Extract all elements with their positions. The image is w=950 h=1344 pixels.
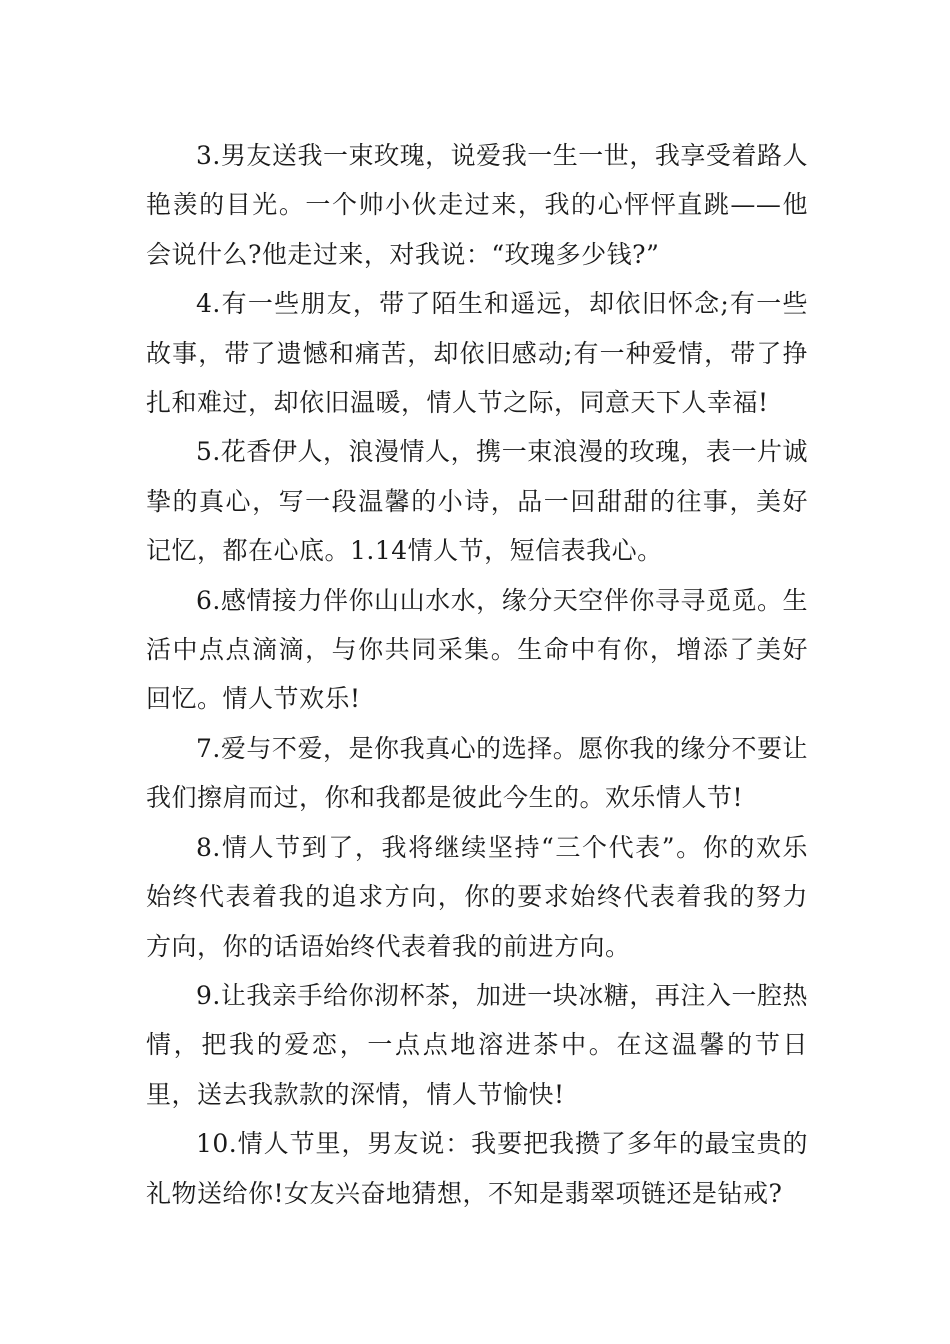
paragraph-9: 9.让我亲手给你沏杯茶，加进一块冰糖，再注入一腔热情，把我的爱恋，一点点地溶进茶中。在这温馨的节日里，送去我款款的深情，情人节愉快! bbox=[146, 980, 808, 1109]
paragraph-5: 5.花香伊人，浪漫情人，携一束浪漫的玫瑰，表一片诚挚的真心，写一段温馨的小诗，品一回甜甜的往事，美好记忆，都在心底。1.14情人节，短信表我心。 bbox=[146, 437, 808, 566]
document-body bbox=[146, 131, 808, 1218]
paragraph-10: 10.情人节里，男友说：我要把我攒了多年的最宝贵的礼物送给你!女友兴奋地猜想，不知是翡翠项链还是钻戒? bbox=[146, 1129, 808, 1208]
paragraph-8: 8.情人节到了，我将继续坚持“三个代表”。你的欢乐始终代表着我的追求方向，你的要求始终代表着我的努力方向，你的话语始终代表着我的前进方向。 bbox=[146, 832, 808, 961]
paragraph-3: 3.男友送我一束玫瑰，说爱我一生一世，我享受着路人艳羡的目光。一个帅小伙走过来，我的心怦怦直跳——他会说什么?他走过来，对我说：“玫瑰多少钱?” bbox=[146, 141, 808, 269]
paragraph-7: 7.爱与不爱，是你我真心的选择。愿你我的缘分不要让我们擦肩而过，你和我都是彼此今生的。欢乐情人节! bbox=[146, 733, 808, 813]
paragraph-6: 6.感情接力伴你山山水水，缘分天空伴你寻寻觅觅。生活中点点滴滴，与你共同采集。生命中有你，增添了美好回忆。情人节欢乐! bbox=[146, 585, 808, 714]
paragraph-4: 4.有一些朋友，带了陌生和遥远，却依旧怀念;有一些故事，带了遗憾和痛苦，却依旧感动;有一种爱情，带了挣扎和难过，却依旧温暖，情人节之际，同意天下人幸福! bbox=[146, 289, 808, 418]
